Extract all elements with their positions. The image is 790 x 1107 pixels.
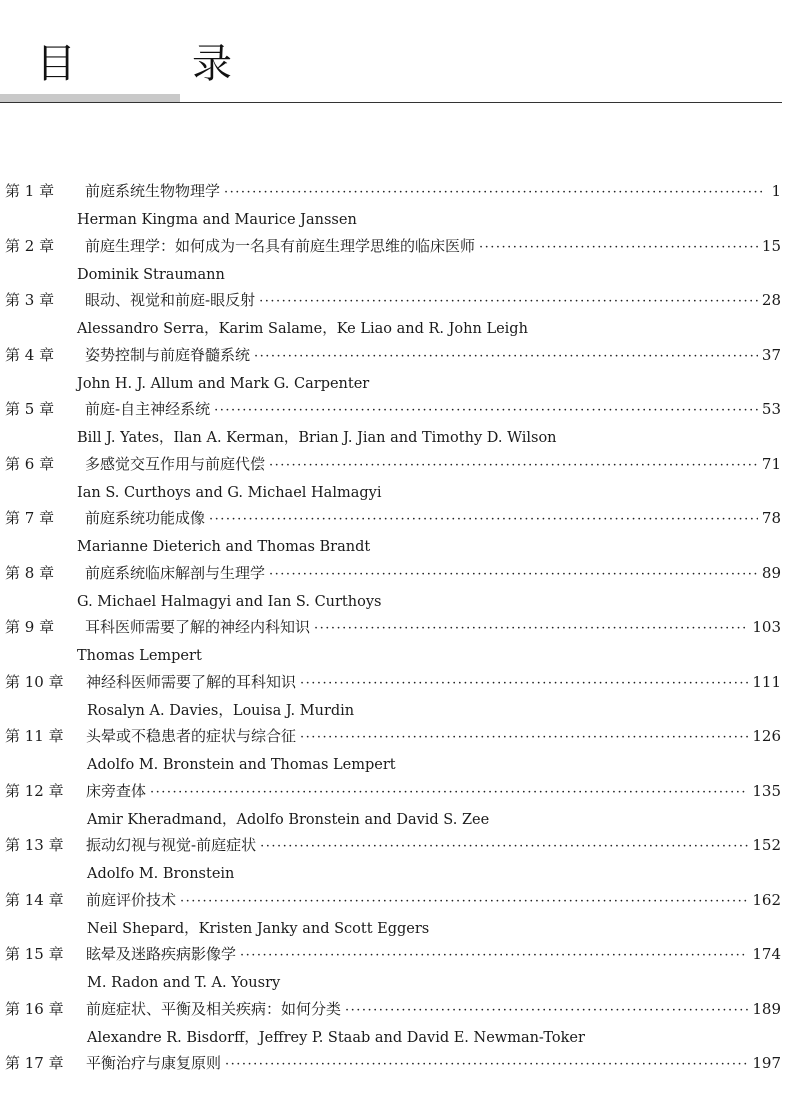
dot-leader [259,294,758,309]
toc-entry-heading [5,562,781,589]
page-number[interactable]: 189 [752,999,781,1018]
chapter-authors: Alexandre R. Bisdorff，Jeffrey P. Staab and David E. Newman-Toker [87,1029,585,1046]
chapter-title[interactable]: 前庭症状、平衡及相关疾病：如何分类 [86,999,342,1018]
toc-entry[interactable] [5,562,781,617]
chapter-authors: John H. J. Allum and Mark G. Carpenter [77,375,370,392]
chapter-title[interactable]: 眼动、视觉和前庭-眼反射 [85,291,256,309]
chapter-title[interactable]: 床旁查体 [86,781,147,800]
chapter-title[interactable]: 前庭-自主神经系统 [85,400,211,418]
chapter-number: 第 10 章 [5,672,64,691]
chapter-authors: Dominik Straumann [77,266,225,283]
chapter-authors: Herman Kingma and Maurice Janssen [77,212,357,228]
toc-entry[interactable] [5,398,781,453]
page-number[interactable]: 103 [752,618,781,636]
chapter-number: 第 3 章 [5,291,55,309]
chapter-authors: Bill J. Yates，Ilan A. Kerman，Brian J. Jian and Timothy D. Wilson [77,430,557,446]
toc-entry-heading [5,725,781,752]
page-number[interactable]: 37 [761,345,781,364]
toc-entry[interactable] [5,453,781,508]
chapter-number: 第 12 章 [5,781,64,800]
chapter-number: 第 2 章 [5,236,55,255]
toc-entry[interactable] [5,235,781,290]
dot-leader [240,948,748,963]
page-number[interactable]: 28 [761,291,781,309]
chapter-number: 第 6 章 [5,454,55,473]
page-number[interactable]: 53 [761,400,781,418]
toc-entry-heading [5,671,781,698]
dot-leader [345,1003,748,1018]
dot-leader [314,621,748,636]
toc-entry-heading [5,998,781,1025]
table-of-contents [5,180,781,1107]
chapter-authors: Rosalyn A. Davies，Louisa J. Murdin [87,702,355,719]
toc-entry[interactable] [5,344,781,399]
dot-leader [224,185,763,200]
chapter-number: 第 7 章 [5,509,55,527]
dot-leader [209,512,758,527]
chapter-title[interactable]: 平衡治疗与康复原则 [86,1054,222,1072]
toc-entry-heading [5,834,781,861]
dot-leader [180,894,748,909]
toc-entry[interactable] [5,1052,781,1107]
chapter-title[interactable]: 前庭生理学：如何成为一名具有前庭生理学思维的临床医师 [85,236,476,255]
page-number[interactable]: 135 [752,781,781,800]
chapter-number: 第 14 章 [5,890,64,909]
dot-leader [479,240,758,255]
chapter-authors: Alessandro Serra，Karim Salame，Ke Liao and R. John Leigh [77,321,528,337]
page-number[interactable]: 89 [761,563,781,582]
dot-leader [254,349,758,364]
toc-entry-heading [5,780,781,807]
chapter-number: 第 1 章 [5,182,55,200]
chapter-number: 第 16 章 [5,999,64,1018]
page-number[interactable]: 126 [752,727,781,745]
toc-entry-heading [5,507,781,534]
chapter-title[interactable]: 前庭系统功能成像 [85,509,206,527]
dot-leader [269,567,758,582]
page-number[interactable]: 174 [752,945,781,963]
chapter-authors: Ian S. Curthoys and G. Michael Halmagyi [77,484,382,501]
toc-entry[interactable] [5,780,781,835]
dot-leader [300,676,748,691]
toc-entry-heading [5,943,781,970]
title-divider [0,102,782,103]
toc-entry[interactable] [5,889,781,944]
chapter-authors: Marianne Dieterich and Thomas Brandt [77,539,371,555]
dot-leader [150,785,748,800]
chapter-number: 第 9 章 [5,618,55,636]
toc-entry[interactable] [5,834,781,889]
chapter-authors: Thomas Lempert [77,648,202,664]
toc-entry[interactable] [5,671,781,726]
page-title: 目 录 [36,41,270,87]
chapter-title[interactable]: 耳科医师需要了解的神经内科知识 [85,618,311,636]
page-number[interactable]: 162 [752,890,781,909]
chapter-title[interactable]: 前庭评价技术 [86,890,177,909]
dot-leader [225,1057,748,1072]
chapter-authors: Adolfo M. Bronstein and Thomas Lempert [87,757,396,773]
toc-entry-heading [5,235,781,262]
page-number[interactable]: 152 [752,836,781,854]
toc-entry-heading [5,398,781,425]
chapter-authors: Adolfo M. Bronstein [87,866,235,882]
toc-entry-heading [5,1052,781,1079]
chapter-number: 第 13 章 [5,836,64,854]
toc-entry[interactable] [5,616,781,671]
dot-leader [300,730,748,745]
chapter-title[interactable]: 神经科医师需要了解的耳科知识 [86,672,297,691]
chapter-number: 第 17 章 [5,1054,64,1072]
chapter-number: 第 11 章 [5,727,64,745]
page-number[interactable]: 78 [761,509,781,527]
chapter-authors: Neil Shepard，Kristen Janky and Scott Eggers [87,920,430,937]
chapter-title[interactable]: 振动幻视与视觉-前庭症状 [86,836,257,854]
chapter-authors: G. Michael Halmagyi and Ian S. Curthoys [77,593,382,610]
page-number[interactable]: 111 [752,672,781,691]
chapter-title[interactable]: 姿势控制与前庭脊髓系统 [85,345,251,364]
dot-leader [214,403,758,418]
dot-leader [260,839,748,854]
toc-entry-heading [5,453,781,480]
toc-entry-heading [5,889,781,916]
toc-entry[interactable] [5,998,781,1053]
toc-entry-heading [5,180,781,207]
chapter-authors: Amir Kheradmand，Adolfo Bronstein and David S. Zee [87,811,490,828]
toc-entry[interactable] [5,943,781,998]
chapter-title[interactable]: 前庭系统生物物理学 [85,182,221,200]
toc-entry-heading [5,289,781,316]
chapter-authors: M. Radon and T. A. Yousry [87,975,281,991]
chapter-title[interactable]: 前庭系统临床解剖与生理学 [85,563,266,582]
toc-entry[interactable] [5,507,781,562]
chapter-title[interactable]: 多感觉交互作用与前庭代偿 [85,454,266,473]
chapter-number: 第 8 章 [5,563,55,582]
chapter-number: 第 4 章 [5,345,55,364]
toc-entry[interactable] [5,289,781,344]
page-number[interactable]: 197 [752,1054,781,1072]
toc-entry-heading [5,344,781,371]
page-number[interactable]: 1 [771,182,781,200]
chapter-number: 第 15 章 [5,945,64,963]
toc-entry[interactable] [5,725,781,780]
toc-entry[interactable] [5,180,781,235]
chapter-title[interactable]: 眩晕及迷路疾病影像学 [86,945,237,963]
chapter-title[interactable]: 头晕或不稳患者的症状与综合征 [86,727,297,745]
page-number[interactable]: 71 [761,454,781,473]
chapter-number: 第 5 章 [5,400,55,418]
toc-entry-heading [5,616,781,643]
title-accent-bar [0,94,180,102]
dot-leader [269,458,758,473]
page-number[interactable]: 15 [761,236,781,255]
